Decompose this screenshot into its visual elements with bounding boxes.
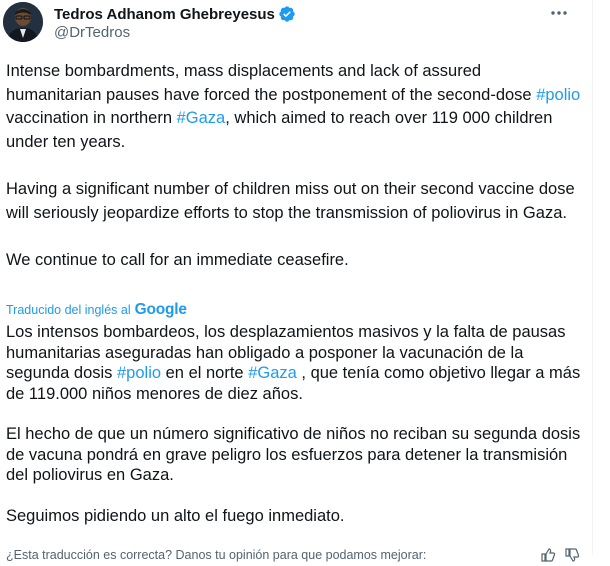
author-handle[interactable]: @DrTedros [54, 24, 131, 41]
hashtag-gaza[interactable]: #Gaza [176, 109, 226, 127]
text-span: vaccination in northern [6, 109, 177, 127]
original-paragraph-2: Having a significant number of children miss out on their second vaccine dose will seriously jeopardize efforts to stop the transmission of poliovirus in Gaza. [6, 180, 575, 222]
hashtag-polio[interactable]: #polio [117, 364, 162, 382]
translated-paragraph-2: El hecho de que un número significativo de niños no reciban su segunda dosis de vacuna pondrá en grave peligro los esfuerzos para detener la transmisión del poliovirus en Gaza. [6, 425, 581, 484]
avatar[interactable] [3, 2, 43, 42]
text-span: Los intensos bombardeos, los desplazamientos masivos y la falta de pausas humanitarias aseguradas han obligado a posponer la vacunación de la segunda dosis [6, 323, 566, 382]
tweet-translated-text [6, 322, 581, 526]
thumbs-down-icon[interactable] [564, 547, 580, 563]
text-span: en el norte [161, 364, 249, 382]
translated-paragraph-3: Seguimos pidiendo un alto el fuego inmediato. [6, 506, 345, 525]
thumbs-up-icon[interactable] [540, 547, 556, 563]
hashtag-polio[interactable]: #polio [536, 85, 581, 104]
text-span: Intense bombardments, mass displacements and lack of assured humanitarian pauses have forced the postponement of the second-dose [6, 62, 537, 104]
text-span: , which aimed to reach over 119 000 children under ten years. [6, 109, 553, 151]
verified-badge-icon [278, 5, 296, 23]
google-logo: Google [134, 301, 187, 318]
original-paragraph-3: We continue to call for an immediate ceasefire. [6, 251, 349, 269]
feedback-text: ¿Esta traducción es correcta? Danos tu opinión para que podamos mejorar: [6, 548, 427, 562]
translation-attribution[interactable] [6, 300, 187, 320]
right-border [592, 0, 593, 555]
tweet-original-text [6, 60, 581, 273]
hashtag-gaza[interactable]: #Gaza [248, 364, 297, 382]
translated-paragraph-1 [6, 322, 581, 404]
text-span: , que tenía como objetivo llegar a más de 119.000 niños menores de diez años. [6, 364, 581, 403]
translation-label: Traducido del inglés al [6, 303, 131, 317]
author-name[interactable]: Tedros Adhanom Ghebreyesus [54, 5, 275, 23]
more-options-icon[interactable] [548, 4, 570, 22]
translation-feedback [6, 545, 586, 565]
tweet-header [0, 0, 592, 56]
original-paragraph-1 [6, 60, 581, 154]
